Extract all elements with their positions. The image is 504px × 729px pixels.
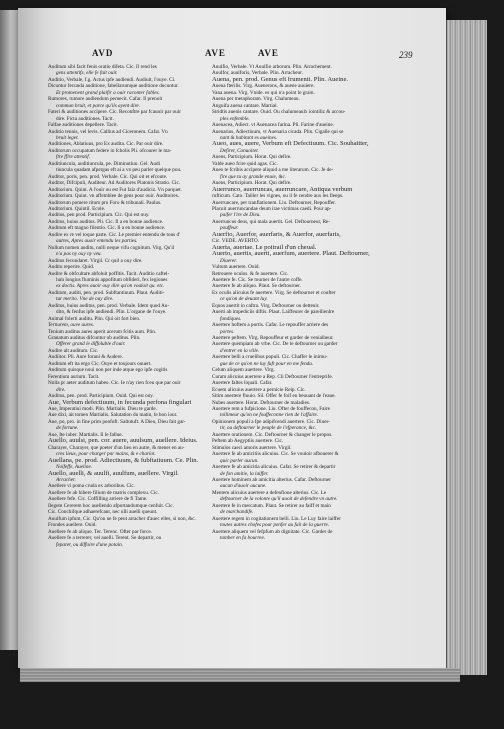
dictionary-line: Auertere rem a fufpicione. Liu. Ofter de fouffecon, Faire (212, 406, 330, 413)
dictionary-line: feparer, ou diffoire d'une potain. (56, 541, 124, 548)
dictionary-line: pouffeur. (220, 225, 239, 232)
dictionary-line: Aue, Verbum defectiuum, in fecunda perfona fingulari (48, 398, 192, 406)
dictionary-line: portes. (220, 328, 235, 335)
dictionary-line: ples enfemble. (220, 115, 250, 122)
dictionary-line: Anguifa auena cantare. Martial. (212, 102, 278, 109)
dictionary-line: Placuit auerruncandae deum irae victimas caedi. Pour ap- (212, 205, 332, 212)
dictionary-line: Tenium auditus aures aperit acerum fcitis aum. Plin. (48, 328, 157, 335)
dictionary-line: tomber en fa bourree. (220, 535, 266, 542)
dictionary-line: Ferentium aurium. Tacit. (48, 373, 100, 380)
dictionary-line: de fon amitie, la laiffer. (220, 470, 269, 477)
dictionary-line: Diuerer. (220, 257, 237, 264)
dictionary-line: Arracher. (56, 477, 76, 483)
dictionary-line: Audire ex re vel toque parte. Cic. Le premier entendu de tous d' (48, 231, 181, 238)
dictionary-line: Audire alt auditum. Cic. (48, 347, 99, 354)
dictionary-line: Auertere fe ab amicitiis alicuius. Cic. Se vouloir afbouerer & (212, 451, 339, 458)
dictionary-line: Auerfio, Auerfor, auerfaris, & Auerfor, auerfaris, (212, 230, 341, 238)
dictionary-line: fire que tu ay grande enuie, &c. (220, 173, 287, 180)
dictionary-line: Auerta, auertae. Le poitrail d'un cheual. (212, 243, 317, 251)
dictionary-line: Auertere fe. Cic. Se tourner de l'autre coffe. (212, 276, 303, 283)
dictionary-line: autres, Apres auoir entendu les parties. (56, 238, 138, 245)
dictionary-line: Valde aueo fcire quid agas. Cic. (212, 160, 278, 167)
dictionary-line: Auerti ab impediciis diftis. Plaut. Laiffeurer de parellienlre (212, 309, 335, 316)
dictionary-line: aucun d'auoir aucune. (220, 483, 267, 490)
dictionary-line: Granatum auditus difcuntur ob auditus. Plin. (48, 335, 141, 342)
dictionary-line: Auellere fe a terrerer, vel auelli. Terent. Se departir, ou (48, 535, 162, 542)
dictionary-line: Auditum, auditi, pen. prod. Subftantiuum. Plaut. Auditi- (48, 289, 165, 296)
dictionary-line: Ternurem, ouve aures. (48, 322, 95, 329)
dictionary-line: Auditorum pomere ritum pro Foro & tribunali. Paulus. (48, 199, 162, 206)
dictionary-line: Auditum eft ita ergo Cic. Ouye et toujours ouuert. (48, 360, 152, 367)
dictionary-line: Auertere fe in mercatum. Plaut. Se retirer au faiff et main (212, 502, 331, 509)
dictionary-line: tur merito. Vne de ouy dire. (56, 296, 114, 303)
dictionary-line: Auditorium. Quintil. Ecole. (48, 205, 106, 212)
dictionary-line: Auditus fecundaret. Virgil. Cr quil a ouy dire. (48, 257, 143, 264)
dictionary-line: Auertere aliquem vel fefpfum ab dignitate. Cic. Garder de (212, 528, 333, 535)
dictionary-line: Auditus, pen. prod. Participium. Ouid. Qui est ouy. (48, 393, 154, 400)
dictionary-line: Auens, Participium. Horat. Qui defire. (212, 154, 292, 161)
dictionary-line: Auello, auelli, & auulfi, auulfum, auellere. Virgil. (48, 469, 179, 477)
dictionary-line: dire. (56, 386, 66, 393)
dictionary-line: d'entrer en la ville. (220, 347, 260, 354)
page-stack-edge (446, 20, 487, 675)
dictionary-line: Et promenent grand plaifir a ouir raconter fables. (56, 89, 160, 96)
dictionary-line: Auditio tennis, vel levis. Callius ad Ciceronem. Cafar. Vn (48, 128, 168, 135)
running-head-right: AVE (258, 48, 279, 58)
dictionary-line: Auertere orationem. Cic. Deftourner & changer le propos. (212, 431, 333, 438)
dictionary-line: Auertere regem in cogitationem belli. Liu. Le Luy faire laiffer (212, 515, 341, 522)
running-head-left: AVD (92, 48, 114, 58)
dictionary-line: commun bruit, et parce qu'ils ayent dire. (56, 102, 140, 109)
dictionary-line: Frondes auellere. Ouid. (48, 522, 97, 529)
dictionary-line: Aue, Imperatiui modi. Plin. Martialis. Dieu te garde. (48, 406, 157, 413)
dictionary-line: Auertere fe ab amicitia alicuius. Cafar. Se retirer & departir (212, 464, 336, 471)
dictionary-line: Auditus, huius auditus. Pli. Cic. Il a en bonne audience. (48, 218, 164, 225)
dictionary-line: fondiques. (220, 315, 242, 322)
dictionary-line: Auena, pen. prod. Genus eft frumenti. Plin. Aueine. (212, 75, 349, 83)
dictionary-line: Auditiuncula, auditiuncula, pe. Diminutiuo. Gel. Audi (48, 160, 161, 167)
dictionary-line: Auditus, huius auditus, pen. prod. Verbale. Idem quod Au- (48, 302, 170, 309)
dictionary-line: Auditus, pen prod. Participium. Cic. Qui est ouy. (48, 212, 150, 219)
dictionary-line: Offerer grand le diffoluble d'ouir. (56, 341, 126, 348)
dictionary-line: Falfae auditiones depellere. Tacit. (48, 122, 118, 129)
dictionary-line: rufticum. Cato. Tailler les vignes, ou il fe cendre aux les fleeps. (212, 193, 344, 200)
dictionary-line: Auena fterilis. Virg. Auenerons, & auene auuiere. (212, 83, 315, 90)
dictionary-line: Auditor, Difcipuli, Auditeur. Ad Auditores Platonis Stratio. Cic. (48, 180, 181, 187)
dictionary-line: Aue dixi, ait tomen Martialis. Salutation du matin, le bon iour. (48, 412, 178, 419)
dictionary-line: Auellere vi poma cruda ex arboribus. Cic. (48, 483, 136, 490)
dictionary-line: Aueo te fcribis accipere aliquid a me literarum. Cic. Je de- (212, 167, 334, 174)
dictionary-line: Auditorum occupatum federe in fcholis Pli. ofcourer le ma- (48, 147, 172, 154)
dictionary-line: Auditiones, Ablatiuus, pro Ex audita. Cic. Par ouir dire. (48, 141, 164, 148)
dictionary-line: Rumores, rumore audiendum pernecit. Cafar. Il prenoit (48, 96, 163, 103)
dictionary-line: Auertere faltes liquali. Cafar. (212, 380, 273, 387)
dictionary-line: Vultum auertere. Ouid. (212, 264, 260, 271)
dictionary-line: paifer l'ire de Dieu. (220, 212, 261, 219)
dictionary-line: Auertere hoftem a portis. Cafar. Le repouffer arriere des (212, 322, 329, 329)
dictionary-line: Noifeffe, Aueline. (56, 464, 93, 471)
dictionary-line: Vana auena. Virg. Vnide. es qui n'a point le grain. (212, 89, 315, 96)
dictionary-line: lum longius fluminis appofitum obfideri, fex legiones (56, 276, 168, 283)
dictionary-line: Auertere fe ab aliquo. Plaut. Se deftourner. (212, 283, 301, 290)
dictionary-line: Ilegem Cererem hoc auellendo afportandumque cenfuit. Cic. (48, 502, 174, 509)
dictionary-line: Auditio, Verbale, f.g. Actus ipfe audiendi. Audiuit, l'ouye. Ci. (48, 76, 176, 83)
dictionary-line: Auenacea, Adiect. vt Auenacea farina. Pli. Farine d'aueine. (212, 122, 334, 129)
dictionary-line: tiuncula quadam afpergas eft ai a vn peu parler quelque pou. (56, 167, 182, 174)
dictionary-line: ex doctis. Apres auoir ouy dire qu'on vouloit qu. etc. (56, 283, 165, 290)
dictionary-line: Auulfum ipfum, Cic. Qu'on ne fe peut arracher d'auec elles, si non, &c. (48, 515, 196, 522)
dictionary-line: Aue, po, pro. in fine prim ponfuft. Saltutuft. A Dieu, Dieu fait gar- (48, 418, 186, 425)
dictionary-line: Auens, Participium. Horat. Qui defire. (212, 180, 292, 187)
dictionary-line: Peftem ab Aegyptiis auertere. Cic. (212, 438, 284, 445)
right-column (212, 64, 408, 644)
dictionary-line: dire. Ficta auditiones. Tacit. (56, 115, 114, 122)
dictionary-line: toutes autres chofes pour penfer au fait de la guerre. (220, 522, 330, 529)
dictionary-line: tollimeur qu'on ne fouffeconne rien de l'affaire. (220, 412, 319, 419)
dictionary-line: Cic. VEDE. AVERTO. (212, 238, 260, 245)
dictionary-line: Audiitor. Pli. Aure forani & Audere. (48, 354, 123, 361)
dictionary-line: Ecuem alicuius auertere a pernicie Reip. Cic. (212, 386, 306, 393)
dictionary-line: Defirer, Conuoiter. (220, 147, 259, 154)
dictionary-line: Auerto, auertis, auerti, auerfum, auertere. Plaut. Deftourner, (212, 250, 370, 258)
dictionary-line: Dicuntur fecunda auditione, fabellarumque auditione ducuntur. (48, 83, 179, 90)
dictionary-line: Nulla pr aeter auditum habeo. Cic. Ie n'ay rien fceu que par ouir (48, 380, 181, 387)
dictionary-line: Auditorium. Quint. A l'ouir ou est Fut faiz d'audiciz. Vn parquet. (48, 186, 183, 193)
dictionary-line: Retrouere oculos. & fe auertere. Cic. (212, 270, 289, 277)
dictionary-line: Auditum eft magno filentio. Cic. Il a en bonne audience. (48, 225, 166, 232)
left-page-edge (0, 10, 18, 650)
dictionary-line: Auellere fe ab aliquo. Ter. Terenc. Ofter par force. (48, 528, 152, 535)
dictionary-line: Opinionem populi a fpe adipifcendi auertere. Cic. Diuer- (212, 418, 330, 425)
dictionary-line: Fateri & auditiones accipere. Cic. Reconftre par fcauoir par ouir (48, 109, 181, 116)
dictionary-line: Sitim auertere fluuio. Sil. Offer fe foif en beuuant de l'eaue. (212, 393, 336, 400)
dictionary-line: Auenarius, Adiectiuum, vt Auenaria cicada. Plin. Cigalle qui se (212, 128, 344, 135)
dictionary-line: Auditorium. Quint. vn affemblee de gens pour ouir. Auditoires. (48, 193, 180, 200)
dictionary-line: Auulfio, Verbale. Vt Auulfio arborum. Plin. Arrachement. (212, 64, 332, 70)
dictionary-line: Auulfor, auulforis, Verbale. Plin. Arracheur. (212, 70, 303, 77)
dictionary-line: Auditu reperire. Quid. (48, 264, 95, 271)
left-column (48, 64, 208, 644)
dictionary-line: Auertere quempiam ab vrbe. Cic. De le deftourner ou garder (212, 341, 338, 348)
dictionary-line: Auellere fefe. Cic. Coffilling arriere de fi Tame. (48, 496, 148, 503)
dictionary-line: Auertere hominem ab amicitia alterius. Cafar. Deftourner (212, 477, 331, 483)
dictionary-line: Auellana, pe. prod. Adiectiuum, & fubftatiuum. Ce. Plin. (48, 456, 199, 464)
dictionary-line: dito, & fenfus ipfe audiendi. Plin. L'organe de l'ouye. (56, 309, 167, 316)
page-number: 239 (399, 50, 413, 60)
dictionary-line: Stimulos caeci amoris auertere. Virgil. (212, 444, 292, 451)
running-head-center: AVE (205, 48, 226, 58)
dictionary-line: Aue, Ite iuber. Martialis. Il le fallue. (48, 431, 123, 438)
dictionary-line: Auena per metaphoram. Virg. Chalumeau. (212, 96, 300, 103)
dictionary-line: Curam alicuius auertere a Rep. Cli Deftourner l'entreprife. (212, 373, 333, 380)
dictionary-line: Auello, auulsi, pen. cor. auere, auulsum, auellere. Ideius. (48, 437, 198, 445)
dictionary-line: n'a pas ny ouy ny veu. (56, 251, 102, 258)
dictionary-line: Audire & obfcultare abfoluit poffitis. Tacit. Auditio caftel- (48, 270, 170, 277)
dictionary-line: tir, ou deftourner le peuple de l'efperance, &c. (220, 425, 317, 432)
dictionary-line: quic parler aucun. (220, 457, 259, 464)
dictionary-line: de marchandife. (220, 509, 254, 516)
dictionary-line: ftre ffire attentif. (56, 154, 91, 161)
dictionary-line: gens attentifs, elle fe fait ouir. (56, 70, 118, 77)
dictionary-line: ce qu'on de deuant luy. (220, 296, 268, 303)
dictionary-line: Nullum nomen auditu, nulli neque vifu cognitum. Virg. Qu'il (48, 244, 175, 251)
dictionary-line: bruit leger. (56, 134, 79, 141)
dictionary-line: Nubes auertere. Horat. Deftourner de maladies. (212, 399, 311, 406)
dictionary-line: Auditor, poris, pen. prod. Verbale. Cic. Qui oit et efcoute. (48, 173, 168, 180)
dictionary-line: Cic. Conchifque adhaerefcant, nec ulli auelli queunt. (48, 509, 158, 516)
dictionary-line: Animal folerti auditu. Plin. Qui oit fort bien. (48, 315, 141, 322)
dictionary-line: cres lieux, pour charger par mains, & e chariot. (56, 451, 156, 458)
dictionary-line: gue de ce qu'on ne luy fuft pour en me fendu. (220, 360, 314, 367)
dictionary-line: Auditum sibi facit fenis oratio difeta. Cic. Il rend les (48, 64, 157, 70)
dictionary-line: Aueo, aues, auere, Verbum eft Defectiuum. Cic. Souhaitter, (212, 140, 369, 148)
dictionary-line: Mentem alicuius auertere a defenfione alterius. Cic. Le (212, 489, 327, 496)
dictionary-line: deftourner de la volonte qu'il auoit de defendre vn autre. (220, 496, 338, 503)
page-stack-bottom (20, 668, 460, 682)
dictionary-line: Auellere fe ab hibere filium de matris complexu. Cic. (48, 489, 159, 496)
dictionary-line: Auerruncare, per tranflationem. Liu. Deftourner, Repouffer. (212, 199, 336, 206)
dictionary-line: Auerruncus deus, qui mala auertit. Gel. Deftourneur, Re- (212, 218, 331, 225)
dictionary-line: Anditum quisque noui non per inde atque ego ipfe cogitis (48, 367, 168, 374)
dictionary-line: Equos auertit in caftra. Virg. Deftourner ou dettenir. (212, 302, 320, 309)
dictionary-line: nant & habitant es aueines. (220, 134, 278, 141)
dictionary-line: Charayer, Charayer, que poeter d'un lieu en autre, & mener en au- (48, 444, 185, 451)
dictionary-line: Celum aliquem auertere. Virg. (212, 367, 275, 374)
dictionary-line: Auertere peftem. Virg. Repouffeur et garder de venialheur. (212, 335, 334, 342)
dictionary-line: Auertere belli a cruelibus populi. Cic. Chaffer le inimu- (212, 354, 328, 361)
dictionary-line: Auerrunco, auerruncas, auerruncare, Antiqua verbum (212, 185, 353, 193)
dictionary-line: de fortune. (56, 425, 79, 432)
dictionary-line: Ex oculis alicuius fe auertere. Virg. Se deftourner et coufter (212, 289, 336, 296)
dictionary-line: Stridtis auenis cantare. Ouid. Ou chalumeaulx iointiliz & accou- (212, 109, 346, 116)
